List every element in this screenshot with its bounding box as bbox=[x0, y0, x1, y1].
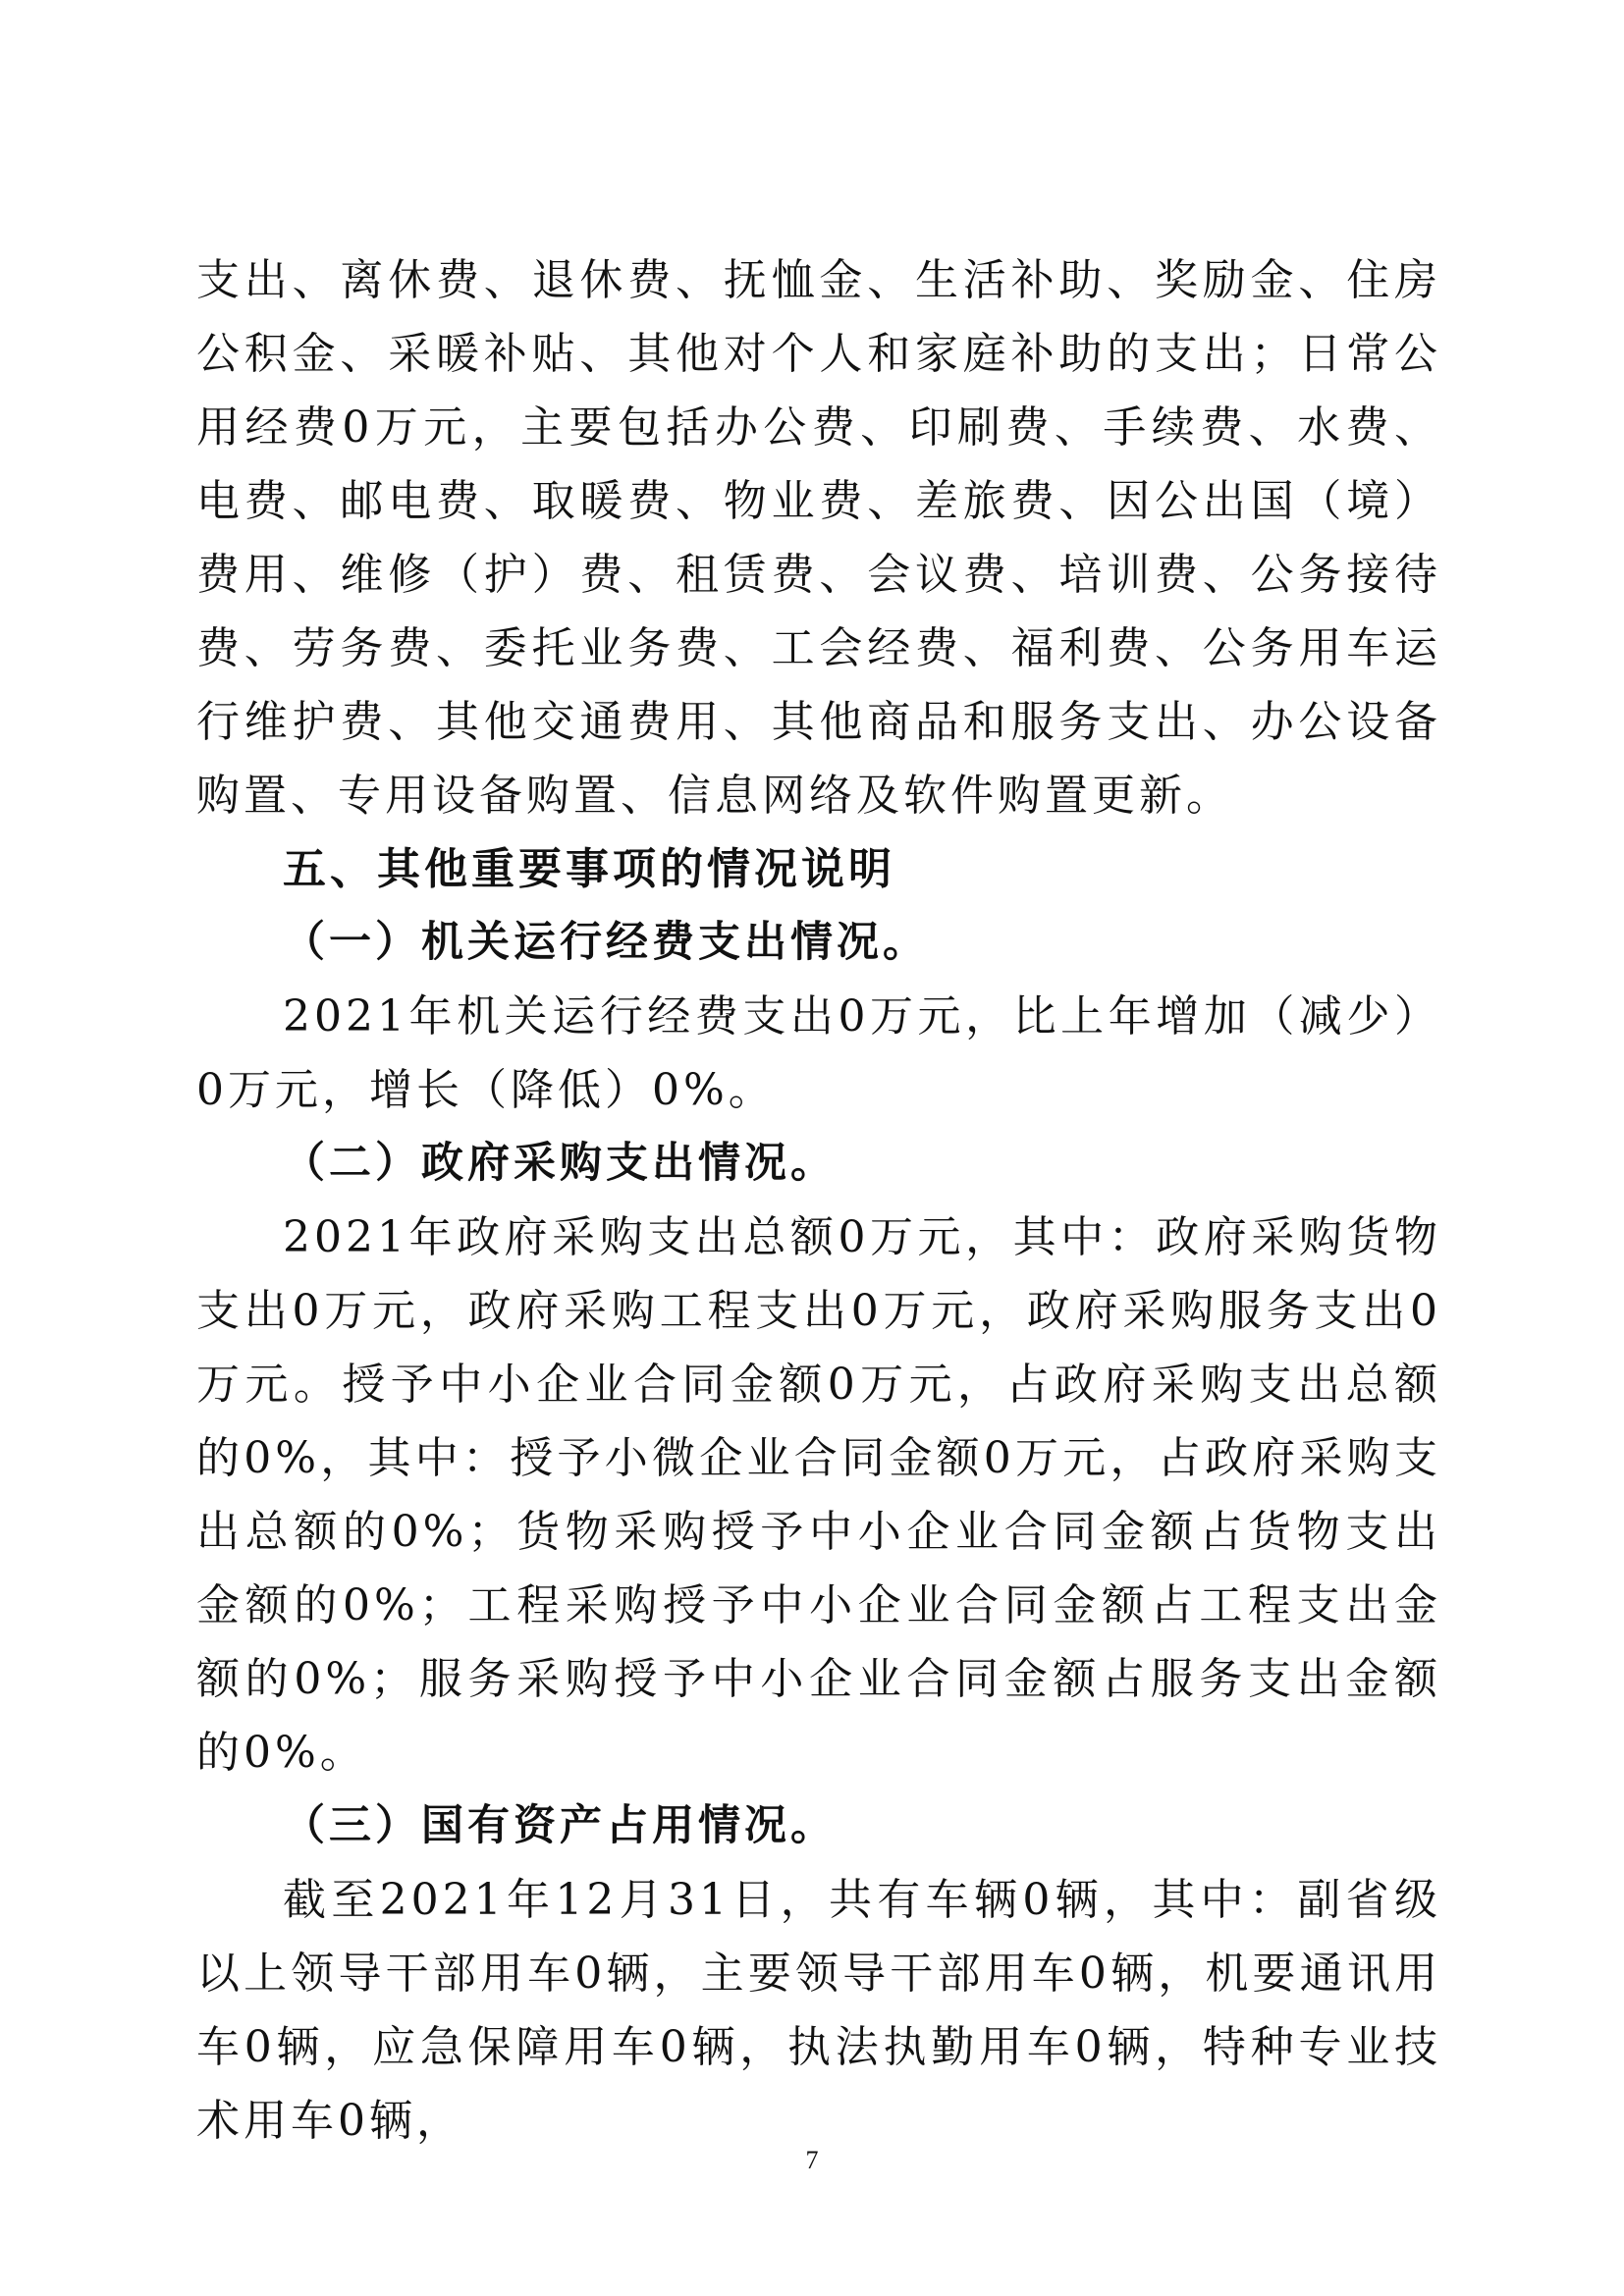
document-body bbox=[196, 243, 1441, 2158]
subheading-state-assets: （三）国有资产占用情况。 bbox=[283, 1801, 837, 1850]
subheading-government-procurement: （二）政府采购支出情况。 bbox=[283, 1139, 837, 1188]
paragraph-state-assets: 截至2021年12月31日，共有车辆0辆，其中：副省级以上领导干部用车0辆，主要领导干部用车0辆，机要通讯用车0辆，应急保障用车0辆，执法执勤用车0辆，特种专业技术用车0辆， bbox=[196, 1875, 1441, 2146]
paragraph-government-procurement: 2021年政府采购支出总额0万元，其中：政府采购货物支出0万元，政府采购工程支出0万元，政府采购服务支出0万元。授予中小企业合同金额0万元，占政府采购支出总额的0%，其中：授予小微企业合同金额0万元，占政府采购支出总额的0%；货物采购授予中小企业合同金额占货物支出金额的0%；工程采购授予中小企业合同金额占工程支出金额的0%；服务采购授予中小企业合同金额占服务支出金额的0%。 bbox=[196, 1212, 1441, 1778]
subheading-operating-expenses: （一）机关运行经费支出情况。 bbox=[283, 918, 929, 967]
paragraph-operating-expenses: 2021年机关运行经费支出0万元，比上年增加（减少）0万元，增长（降低）0%。 bbox=[196, 991, 1441, 1115]
section-heading-other-matters: 五、其他重要事项的情况说明 bbox=[283, 844, 895, 894]
page-number: 7 bbox=[805, 2146, 819, 2174]
paragraph-expense-items: 支出、离休费、退休费、抚恤金、生活补助、奖励金、住房公积金、采暖补贴、其他对个人和家庭补助的支出；日常公用经费0万元，主要包括办公费、印刷费、手续费、水费、电费、邮电费、取暖费、物业费、差旅费、因公出国（境）费用、维修（护）费、租赁费、会议费、培训费、公务接待费、劳务费、委托业务费、工会经费、福利费、公务用车运行维护费、其他交通费用、其他商品和服务支出、办公设备购置、专用设备购置、信息网络及软件购置更新。 bbox=[196, 255, 1441, 821]
